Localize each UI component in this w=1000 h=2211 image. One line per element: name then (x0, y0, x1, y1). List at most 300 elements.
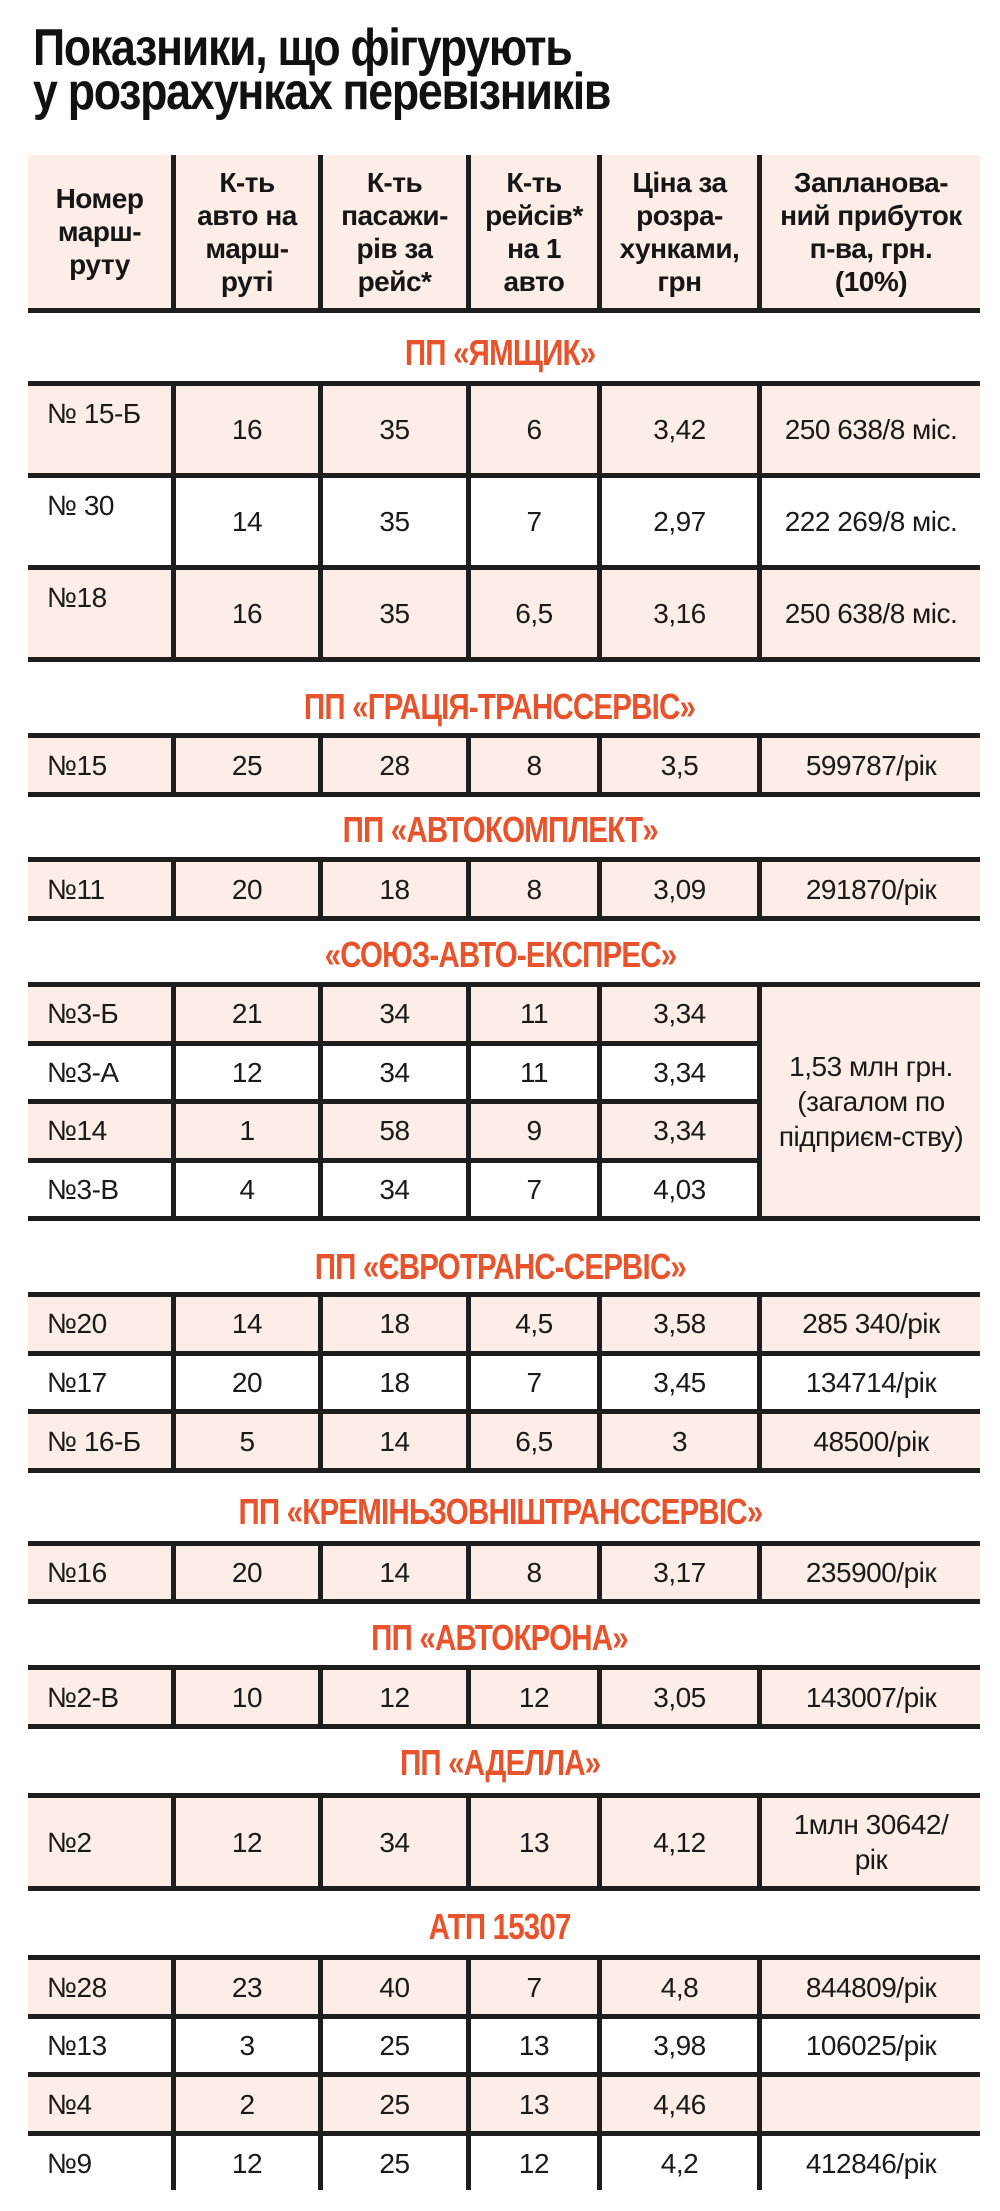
cell-value: 3,16 (653, 598, 706, 629)
table-cell (757, 862, 980, 916)
table-cell (597, 1414, 757, 1468)
cell-value: 12 (518, 2147, 550, 2179)
route-number-cell (28, 2019, 171, 2072)
route-number-cell (28, 1670, 171, 1724)
table-cell (171, 738, 318, 792)
route-number-cell (28, 1960, 171, 2014)
company-name: ПП «ГРАЦІЯ-ТРАНССЕРВІС» (304, 686, 696, 727)
route-number-cell (28, 1546, 171, 1599)
cell-value: 40 (379, 1971, 410, 2003)
route-number-cell (28, 1104, 171, 1158)
table-cell (597, 1960, 757, 2014)
table-cell (597, 1163, 757, 1217)
route-number: №28 (47, 1971, 107, 2003)
table-cell (318, 386, 466, 473)
route-number: №16 (47, 1557, 107, 1588)
cell-value: 1 (239, 1115, 255, 1147)
table-cell (757, 478, 980, 565)
table-cell (318, 1414, 466, 1468)
table-cell (318, 2077, 466, 2131)
table-cell (466, 987, 597, 1041)
cell-value: 599787/рік (805, 749, 937, 781)
cell-value: 11 (519, 1056, 549, 1088)
table-cell (757, 1414, 980, 1468)
table-cell (757, 1798, 980, 1886)
cell-value: 4,2 (660, 2147, 699, 2179)
table-cell (318, 2019, 466, 2072)
table-cell (757, 2136, 980, 2190)
section-title-company (0, 810, 1000, 850)
cell-value: 291870/рік (805, 873, 937, 905)
column-header-line: грн (657, 265, 702, 297)
route-number: №20 (47, 1308, 107, 1340)
cell-value: 3,45 (653, 1367, 706, 1399)
table-cell (318, 1546, 466, 1599)
table-cell (466, 1046, 597, 1100)
company-name: ПП «ЯМЩИК» (404, 332, 596, 373)
table-cell (318, 478, 466, 565)
cell-value: 35 (379, 414, 410, 445)
cell-value: 4 (239, 1173, 255, 1205)
table-row (28, 2136, 980, 2190)
cell-value: 23 (231, 1971, 263, 2003)
cell-value: 12 (379, 1681, 410, 1713)
table-cell (466, 1546, 597, 1599)
table-cell (318, 1046, 466, 1100)
column-header-line: авто (503, 265, 565, 297)
table-row (28, 738, 980, 792)
table-cell (171, 862, 318, 916)
table-cell (597, 478, 757, 565)
column-header (597, 155, 757, 308)
table-row (28, 2019, 980, 2072)
route-number: №2 (47, 1826, 92, 1858)
table-cell (466, 2019, 597, 2072)
table-cell (597, 570, 757, 657)
cell-value: 3,98 (653, 2030, 706, 2061)
route-number: №11 (47, 873, 105, 905)
cell-value: 222 269/8 міс. (784, 506, 958, 537)
column-header-label (341, 166, 448, 298)
cell-value: 4,12 (653, 1826, 706, 1858)
cell-value: 34 (379, 998, 410, 1030)
section-title-company (0, 1247, 1000, 1287)
route-number-cell (28, 570, 171, 657)
cell-value: 20 (231, 1367, 263, 1399)
cell-value: 1млн 30642/ рік (793, 1809, 949, 1875)
cell-value: 16 (231, 598, 263, 629)
column-header-line: п-ва, грн. (809, 232, 933, 264)
row-border (28, 1468, 980, 1473)
company-name: ПП «ЄВРОТРАНС-СЕРВІС» (314, 1246, 686, 1287)
column-header-label (780, 166, 962, 298)
cell-value: 3,05 (653, 1681, 706, 1713)
table-cell (171, 1163, 318, 1217)
table-cell (466, 1798, 597, 1886)
table-cell (171, 570, 318, 657)
section-title-company (0, 1492, 1000, 1532)
table-cell (757, 1546, 980, 1599)
route-number: №13 (47, 2030, 107, 2061)
row-border (28, 1216, 980, 1221)
column-header-label (620, 166, 740, 298)
column-header-line: (10%) (834, 265, 908, 297)
column-header-line: на 1 (507, 232, 561, 264)
cell-value: 18 (379, 873, 410, 905)
table-cell (757, 2077, 980, 2131)
route-number-cell (28, 1297, 171, 1351)
cell-value: 3,17 (653, 1557, 706, 1588)
table-cell (318, 1356, 466, 1410)
cell-value: 18 (379, 1308, 410, 1340)
column-header-label (485, 166, 583, 298)
row-border (28, 1886, 980, 1891)
table-cell (757, 1356, 980, 1410)
cell-value: 28 (379, 749, 410, 781)
cell-value: 25 (379, 2088, 410, 2120)
table-row (28, 570, 980, 657)
route-number: №18 (47, 582, 107, 613)
cell-value: 34 (379, 1826, 410, 1858)
row-border (28, 1599, 980, 1604)
route-number-cell (28, 862, 171, 916)
merged-profit-cell (757, 987, 980, 1216)
table-cell (171, 1414, 318, 1468)
column-header-line: ний прибуток (780, 199, 962, 231)
table-cell (597, 2136, 757, 2190)
cell-value: 10 (231, 1681, 263, 1713)
table-cell (318, 862, 466, 916)
cell-value: 4,46 (653, 2088, 706, 2120)
table-cell (757, 386, 980, 473)
cell-value: 4,5 (515, 1308, 553, 1340)
cell-value: 7 (526, 1173, 542, 1205)
cell-value: 25 (379, 2030, 410, 2061)
column-header-line: Запланова- (793, 166, 949, 198)
company-name: ПП «АВТОКОМПЛЕКТ» (342, 809, 658, 850)
table-cell (171, 386, 318, 473)
column-header (171, 155, 318, 308)
table-cell (466, 2136, 597, 2190)
table-cell (597, 2019, 757, 2072)
table-row (28, 1960, 980, 2014)
table-cell (466, 1414, 597, 1468)
cell-value: 3 (239, 2030, 255, 2061)
route-number: №14 (47, 1115, 107, 1147)
column-header (757, 155, 980, 308)
cell-value: 12 (231, 2147, 263, 2179)
route-number-cell (28, 478, 171, 565)
company-name: ПП «КРЕМІНЬЗОВНІШТРАНССЕРВІС» (238, 1491, 762, 1532)
table-cell (171, 1104, 318, 1158)
route-number: № 16-Б (47, 1425, 141, 1457)
table-cell (597, 1046, 757, 1100)
table-cell (171, 987, 318, 1041)
route-number-cell (28, 738, 171, 792)
column-header-line: хунками, (619, 232, 740, 264)
cell-value: 14 (379, 1557, 410, 1588)
table-row (28, 2077, 980, 2131)
column-header-line: розра- (636, 199, 723, 231)
column-header-line: Номер (55, 183, 144, 214)
table-cell (318, 1297, 466, 1351)
cell-value: 106025/рік (805, 2030, 937, 2061)
cell-value: 25 (379, 2147, 410, 2179)
column-header-label (56, 182, 144, 281)
table-cell (318, 2136, 466, 2190)
table-cell (597, 2077, 757, 2131)
section-title-company (0, 1618, 1000, 1658)
row-border (28, 792, 980, 797)
cell-value: 3,34 (653, 1056, 706, 1088)
cell-value: 18 (379, 1367, 410, 1399)
table-cell (318, 1798, 466, 1886)
column-header-line: К-ть (506, 166, 562, 198)
route-number-cell (28, 1414, 171, 1468)
section-title-company (0, 333, 1000, 373)
section-title-company (0, 935, 1000, 975)
table-cell (466, 478, 597, 565)
cell-value: 35 (379, 506, 410, 537)
table-cell (466, 1297, 597, 1351)
row-border (28, 1724, 980, 1729)
table-row (28, 478, 980, 565)
cell-value: 250 638/8 міс. (784, 598, 958, 629)
table-cell (466, 2077, 597, 2131)
cell-value: 14 (231, 506, 263, 537)
cell-value: 2,97 (653, 506, 706, 537)
table-cell (597, 386, 757, 473)
table-cell (466, 738, 597, 792)
route-number: №17 (47, 1367, 107, 1399)
column-header-line: рейсів* (485, 199, 583, 231)
table-cell (757, 570, 980, 657)
cell-value: 7 (526, 506, 542, 537)
route-number-cell (28, 2136, 171, 2190)
route-number-cell (28, 1163, 171, 1217)
table-row (28, 862, 980, 916)
cell-value: 14 (379, 1425, 410, 1457)
table-cell (466, 862, 597, 916)
table-cell (318, 1960, 466, 2014)
cell-value: 3,34 (653, 998, 706, 1030)
route-number: №9 (47, 2147, 92, 2179)
table-cell (171, 2077, 318, 2131)
table-cell (318, 738, 466, 792)
cell-value: 6,5 (515, 598, 553, 629)
table-row (28, 1356, 980, 1410)
cell-value: 8 (526, 749, 542, 781)
table-cell (171, 1546, 318, 1599)
cell-value: 412846/рік (805, 2147, 937, 2179)
column-header-line: пасажи- (341, 199, 448, 231)
cell-value: 25 (231, 749, 263, 781)
table-cell (757, 738, 980, 792)
row-border (28, 916, 980, 921)
table-row (28, 1798, 980, 1886)
table-cell (466, 1356, 597, 1410)
cell-value: 58 (379, 1115, 410, 1147)
merged-profit-value: 1,53 млн грн. (загалом по підприєм-ству) (778, 1051, 964, 1152)
table-cell (318, 987, 466, 1041)
column-header (466, 155, 597, 308)
cell-value: 3,5 (660, 749, 699, 781)
route-number: №4 (47, 2088, 92, 2120)
section-title-company (0, 1743, 1000, 1783)
table-cell (597, 738, 757, 792)
column-header-line: К-ть (366, 166, 423, 198)
table-row (28, 386, 980, 473)
table-row (28, 1414, 980, 1468)
table-cell (597, 862, 757, 916)
cell-value: 285 340/рік (802, 1308, 940, 1340)
cell-value: 3 (671, 1425, 688, 1457)
section-title-company (0, 1907, 1000, 1947)
table-cell (466, 386, 597, 473)
table-cell (171, 1297, 318, 1351)
column-header-line: руті (220, 265, 274, 297)
column-header-line: К-ть (219, 166, 275, 198)
table-cell (171, 1670, 318, 1724)
column-header-label (197, 166, 297, 298)
route-number: №2-В (47, 1681, 119, 1713)
column-header-line: марш- (57, 216, 142, 247)
table-cell (757, 1960, 980, 2014)
table-cell (466, 1670, 597, 1724)
section-title-company (0, 687, 1000, 727)
column-header-line: рів за (356, 232, 433, 264)
route-number-cell (28, 1046, 171, 1100)
cell-value: 14 (231, 1308, 263, 1340)
column-header-line: марш- (205, 232, 289, 264)
cell-value: 13 (518, 1826, 550, 1858)
cell-value: 2 (239, 2088, 255, 2120)
table-cell (171, 1356, 318, 1410)
company-name: ПП «АДЕЛЛА» (399, 1742, 601, 1783)
cell-value: 11 (519, 998, 549, 1030)
route-number-cell (28, 1356, 171, 1410)
route-number: № 30 (47, 490, 114, 521)
table-cell (466, 570, 597, 657)
table-row (28, 1297, 980, 1351)
table-cell (466, 1960, 597, 2014)
table-cell (318, 570, 466, 657)
table-cell (171, 478, 318, 565)
table-cell (757, 1297, 980, 1351)
route-number-cell (28, 987, 171, 1041)
cell-value: 6 (526, 414, 542, 445)
cell-value: 21 (231, 998, 263, 1030)
cell-value: 34 (379, 1173, 410, 1205)
cell-value: 8 (526, 1557, 542, 1588)
cell-value: 134714/рік (805, 1367, 937, 1399)
route-number-cell (28, 2077, 171, 2131)
column-header-line: руту (69, 249, 130, 280)
cell-value: 6,5 (515, 1425, 553, 1457)
table-cell (171, 2019, 318, 2072)
table-cell (597, 1297, 757, 1351)
cell-value: 9 (526, 1115, 542, 1147)
company-name: АТП 15307 (428, 1906, 572, 1947)
cell-value: 13 (518, 2030, 550, 2061)
table-cell (171, 2136, 318, 2190)
cell-value: 34 (379, 1056, 410, 1088)
column-header-line: авто на (197, 199, 297, 231)
cell-value: 4,8 (660, 1971, 699, 2003)
cell-value: 16 (231, 414, 263, 445)
column-header (28, 155, 171, 308)
cell-value: 13 (518, 2088, 550, 2120)
row-border (28, 657, 980, 662)
company-name: «СОЮЗ-АВТО-ЕКСПРЕС» (324, 934, 676, 975)
table-row (28, 1546, 980, 1599)
table-cell (318, 1670, 466, 1724)
page-title-line-1: Показники, що фігурують (33, 19, 572, 77)
column-header-line: рейс* (357, 265, 432, 297)
table-cell (597, 1546, 757, 1599)
cell-value: 5 (239, 1425, 255, 1457)
table-cell (466, 1163, 597, 1217)
page-title (33, 19, 611, 121)
table-cell (171, 1960, 318, 2014)
table-cell (597, 1798, 757, 1886)
cell-value: 235900/рік (805, 1557, 937, 1588)
table-cell (597, 987, 757, 1041)
route-number: №15 (47, 749, 107, 781)
table-cell (171, 1046, 318, 1100)
cell-value: 20 (231, 1557, 263, 1588)
cell-value: 12 (518, 1681, 550, 1713)
route-number: №3-А (47, 1056, 119, 1088)
table-cell (757, 1670, 980, 1724)
cell-value: 250 638/8 міс. (784, 414, 958, 445)
table-cell (597, 1670, 757, 1724)
cell-value: 12 (231, 1826, 263, 1858)
table-cell (318, 1104, 466, 1158)
table-header-row (28, 155, 980, 308)
cell-value: 3,58 (653, 1308, 706, 1340)
route-number-cell (28, 1798, 171, 1886)
cell-value: 8 (526, 873, 542, 905)
table-row (28, 1670, 980, 1724)
cell-value: 7 (526, 1367, 542, 1399)
route-number: №3-Б (47, 998, 119, 1030)
cell-value: 7 (526, 1971, 542, 2003)
table-cell (466, 1104, 597, 1158)
table-cell (597, 1356, 757, 1410)
cell-value: 844809/рік (805, 1971, 937, 2003)
cell-value: 3,42 (653, 414, 706, 445)
cell-value: 48500/рік (813, 1425, 929, 1457)
route-number: №3-В (47, 1173, 119, 1205)
cell-value: 3,34 (653, 1115, 706, 1147)
column-header-line: Ціна за (632, 166, 727, 198)
table-cell (318, 1163, 466, 1217)
cell-value: 3,09 (653, 873, 706, 905)
company-name: ПП «АВТОКРОНА» (371, 1617, 629, 1658)
route-number-cell (28, 386, 171, 473)
table-cell (757, 2019, 980, 2072)
cell-value: 12 (231, 1056, 263, 1088)
route-number: № 15-Б (47, 398, 141, 429)
header-bottom-border (28, 308, 980, 313)
table-cell (597, 1104, 757, 1158)
page-title-line-2: у розрахунках перевізників (33, 63, 611, 121)
cell-value: 20 (231, 873, 263, 905)
cell-value: 143007/рік (805, 1681, 937, 1713)
table-cell (171, 1798, 318, 1886)
cell-value: 4,03 (653, 1173, 706, 1205)
